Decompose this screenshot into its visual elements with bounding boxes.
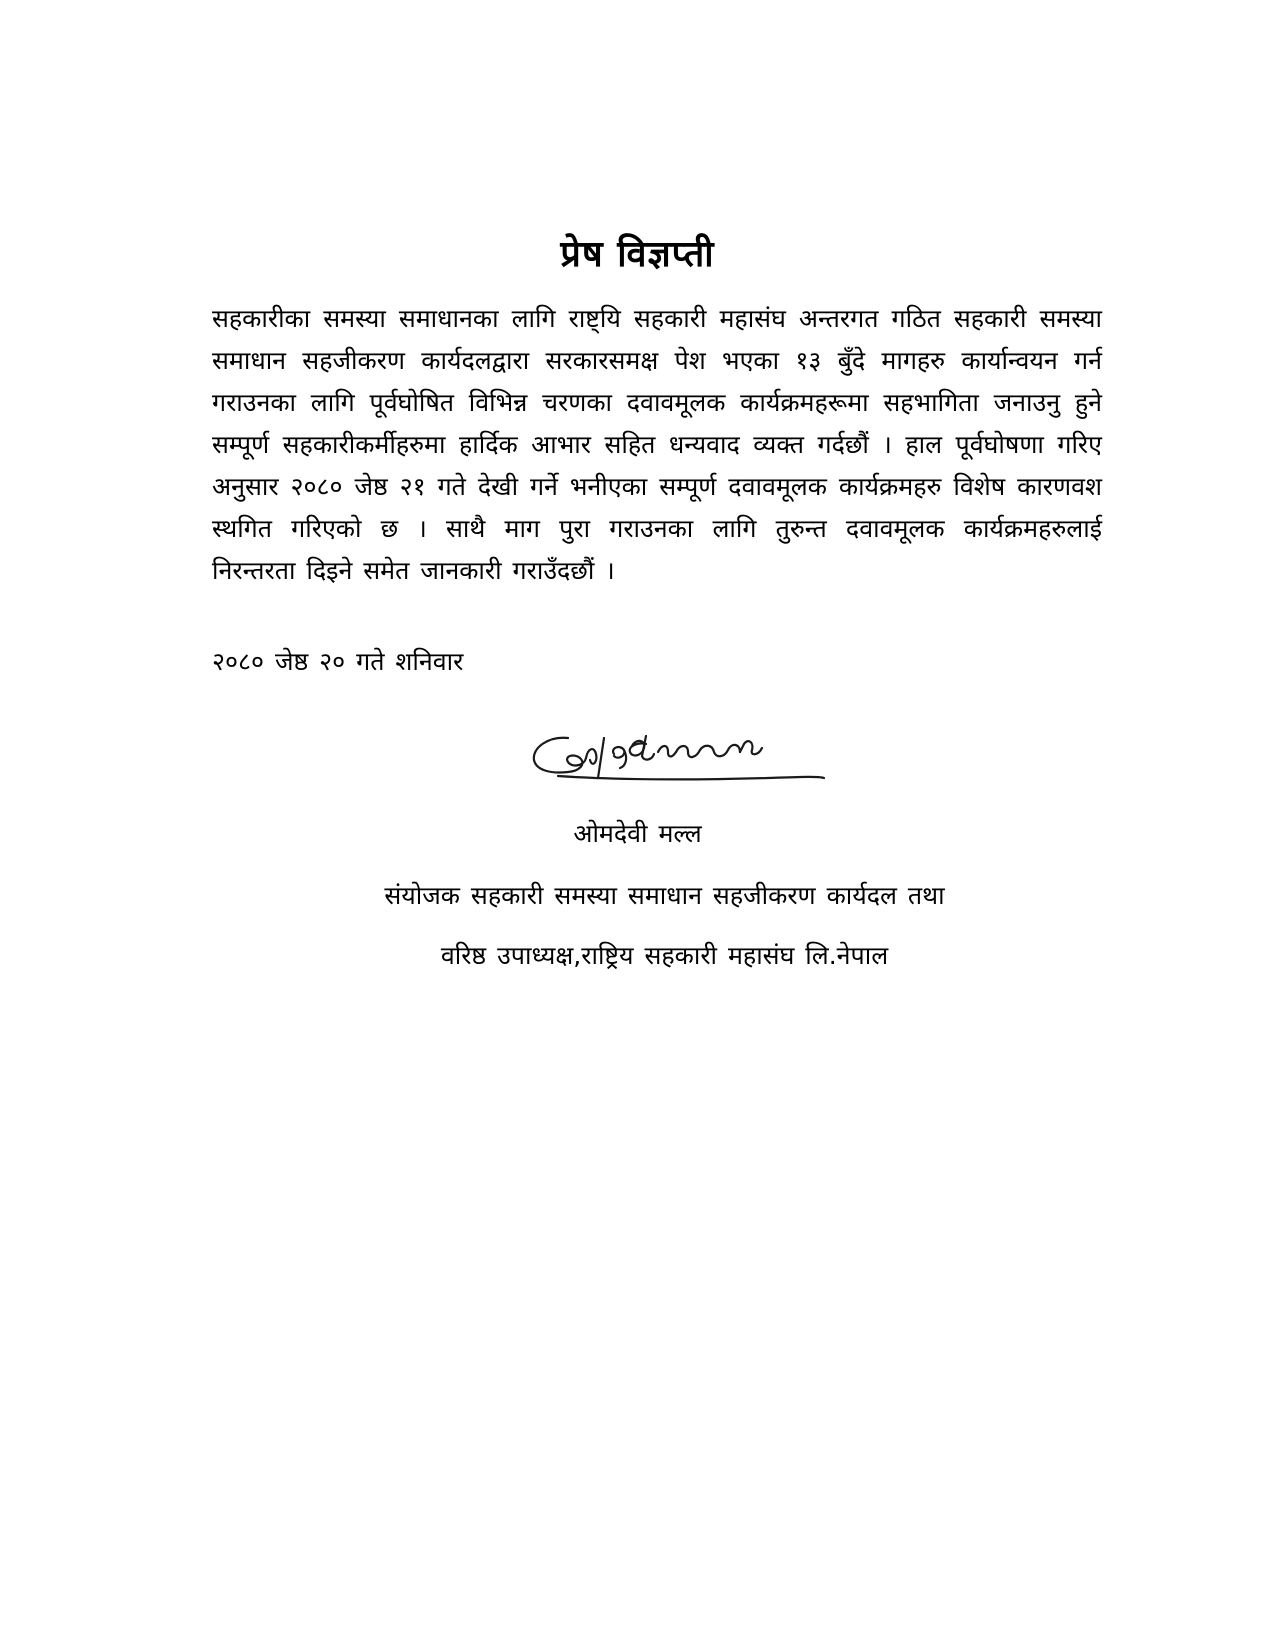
signatory-designation-line2: वरिष्ठ उपाध्यक्ष,राष्ट्रिय सहकारी महासंघ लि.नेपाल	[440, 941, 889, 970]
document-title: प्रेष विज्ञप्ती	[560, 234, 715, 275]
handwritten-signature	[528, 718, 848, 798]
body-paragraph: सहकारीका समस्या समाधानका लागि राष्ट्यि सहकारी महासंघ अन्तरगत गठित सहकारी समस्या समाधान सहजीकरण कार्यदलद्वारा सरकारसमक्ष पेश भएका १३ बुँदे मागहरु कार्यान्वयन गर्न गराउनका लागि पूर्वघोषित विभिन्न चरणका दवावमूलक कार्यक्रमहरूमा सहभागिता जनाउनु हुने सम्पूर्ण सहकारीकर्मीहरुमा हार्दिक आभार सहित धन्यवाद व्यक्त गर्दछौं । हाल पूर्वघोषणा गरिए अनुसार २०८० जेष्ठ २१ गते देखी गर्ने भनीएका सम्पूर्ण दवावमूलक कार्यक्रमहरु विशेष कारणवश स्थगित गरिएको छ । साथै माग पुरा गराउनका लागि तुरुन्त दवावमूलक कार्यक्रमहरुलाई निरन्तरता दिइने समेत जानकारी गराउँदछौं ।	[212, 304, 1102, 585]
signatory-designation-line1: संयोजक सहकारी समस्या समाधान सहजीकरण कार्यदल तथा	[384, 881, 945, 910]
signatory-name: ओमदेवी मल्ल	[573, 819, 702, 848]
release-date: २०८० जेष्ठ २० गते शनिवार	[212, 647, 464, 676]
